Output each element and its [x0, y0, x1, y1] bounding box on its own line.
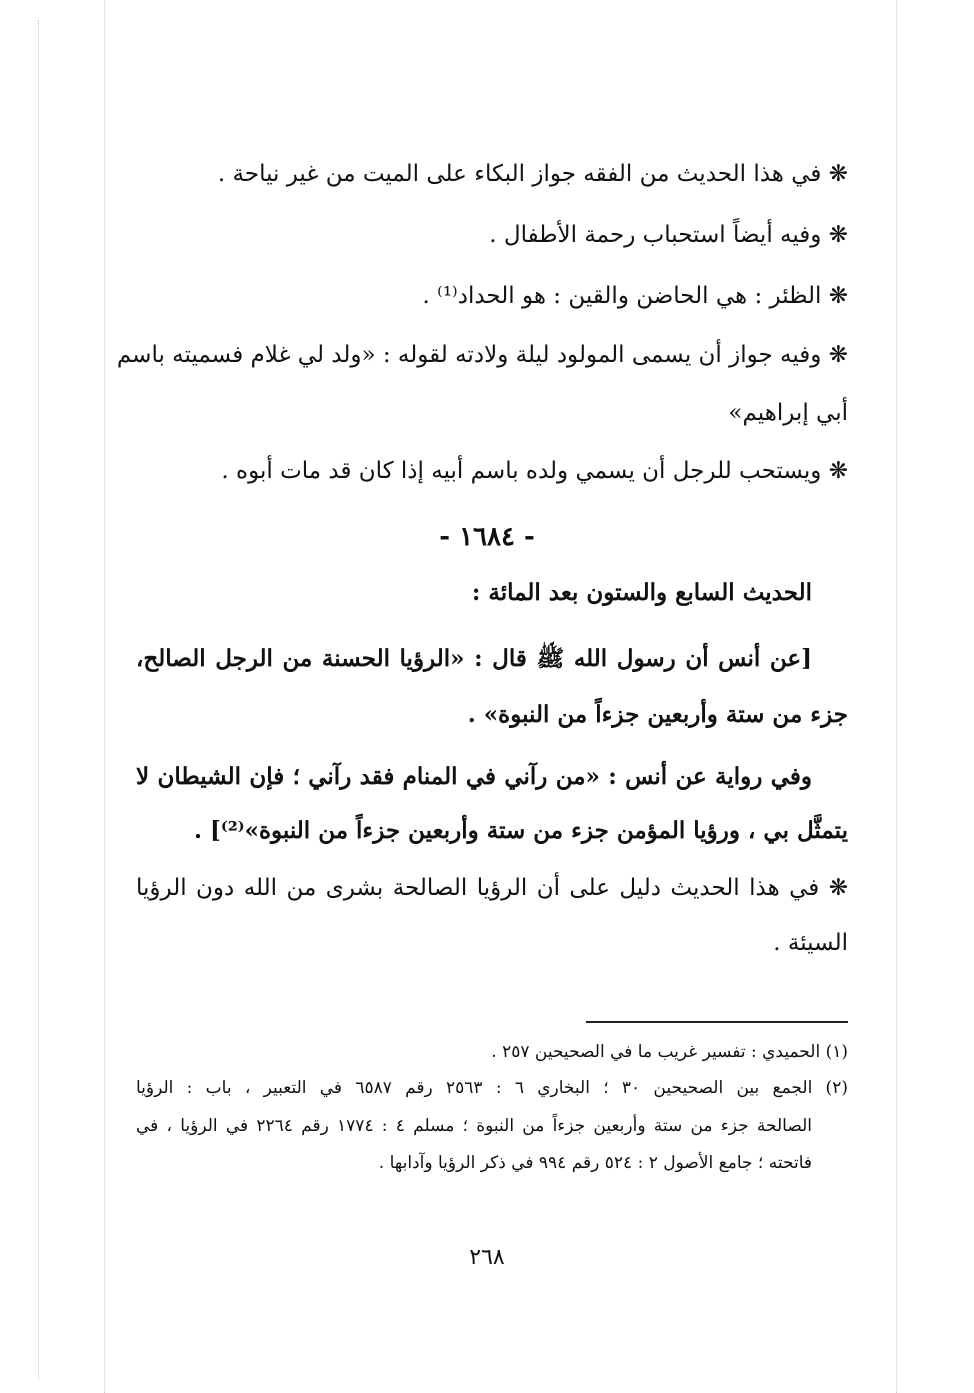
footnote-1: (١) الحميدي : تفسير غريب ما في الصحيحين ٢٥٧ . [491, 1042, 848, 1062]
scan-artifact-line [38, 20, 39, 1380]
body-line-5: أبي إبراهيم» [728, 400, 848, 426]
body-line-2: ❋ وفيه أيضاً استحباب رحمة الأطفال . [489, 222, 848, 248]
hadith-heading: الحديث السابع والستون بعد المائة : [471, 579, 812, 606]
commentary-line-2: السيئة . [773, 930, 848, 956]
body-line-4: ❋ وفيه جواز أن يسمى المولود ليلة ولادته لقوله : «ولد لي غلام فسميته باسم [116, 342, 848, 368]
footnote-2-line-3: فاتحته ؛ جامع الأصول ٢ : ٥٢٤ رقم ٩٩٤ في ذكر الرؤيا وآدابها . [378, 1153, 812, 1173]
footnote-separator [586, 1021, 848, 1023]
scan-artifact-line [896, 0, 897, 1393]
commentary-line-1: ❋ في هذا الحديث دليل على أن الرؤيا الصالحة بشرى من الله دون الرؤيا [136, 875, 848, 901]
footnote-2-line-1: (٢) الجمع بين الصحيحين ٣٠ ؛ البخاري ٦ : ٢٥٦٣ رقم ٦٥٨٧ في التعبير ، باب : الرؤيا [136, 1078, 848, 1098]
footnote-2-line-2: الصالحة جزء من ستة وأربعين جزءاً من النبوة ؛ مسلم ٤ : ١٧٧٤ رقم ٢٢٦٤ في الرؤيا ، في [136, 1116, 812, 1136]
hadith-text-line-2: جزء من ستة وأربعين جزءاً من النبوة» . [467, 701, 848, 728]
body-line-6: ❋ ويستحب للرجل أن يسمي ولده باسم أبيه إذا كان قد مات أبوه . [221, 458, 848, 484]
scan-artifact-line [104, 0, 105, 1393]
hadith-number: - ١٦٨٤ - [439, 522, 535, 552]
hadith-text-line-4: يتمثَّل بي ، ورؤيا المؤمن جزء من ستة وأربعين جزءاً من النبوة»⁽²⁾] . [193, 817, 848, 844]
body-line-1: ❋ في هذا الحديث من الفقه جواز البكاء على الميت من غير نياحة . [217, 161, 848, 187]
hadith-text-line-3: وفي رواية عن أنس : «من رآني في المنام فقد رآني ؛ فإن الشيطان لا [136, 763, 812, 790]
hadith-text-line-1: [عن أنس أن رسول الله ﷺ قال : «الرؤيا الحسنة من الرجل الصالح، [136, 645, 812, 672]
body-line-3: ❋ الظئر : هي الحاضن والقين : هو الحداد⁽¹⁾ . [422, 283, 848, 309]
page-number: ٢٦٨ [469, 1245, 505, 1270]
